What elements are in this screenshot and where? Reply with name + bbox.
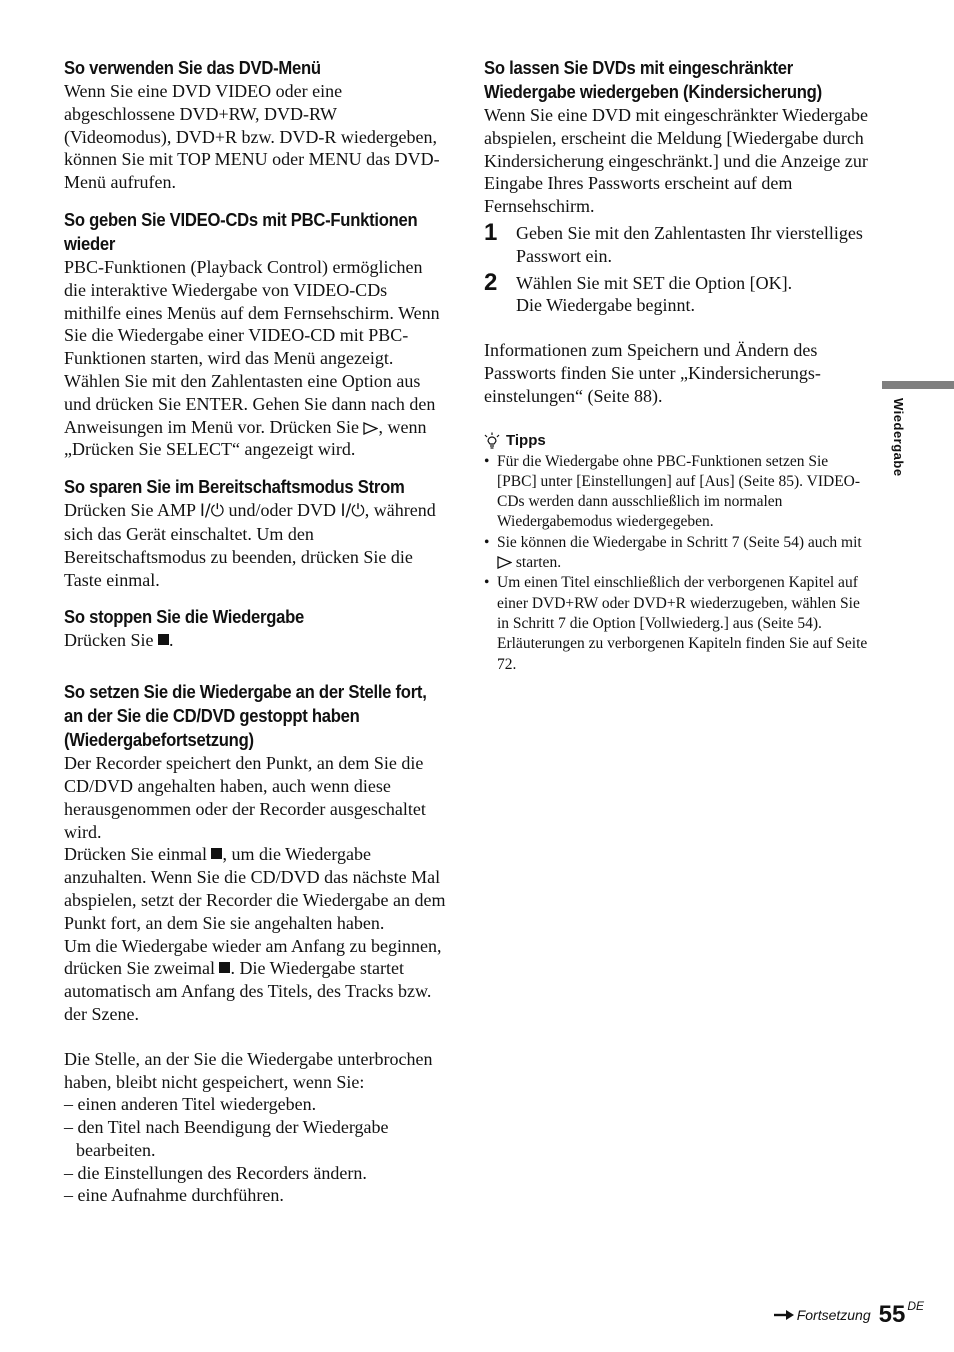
section-pbc: [64, 208, 448, 461]
side-tab-label: Wiedergabe: [891, 398, 906, 477]
page-footer: [773, 1299, 924, 1329]
tip-item: • Um einen Titel einschließlich der verborgenen Kapitel auf einer DVD+RW oder DVD+R wiederzugeben, wählen Sie in Schritt 7 die Option [Vollwiederg.] aus (Seite 54). Erläuterungen zu verborgenen Kapiteln finden Sie auf Seite 72.: [484, 573, 870, 674]
section-resume: [64, 680, 448, 1207]
text-standby: Drücken Sie AMP I/⏻ und/oder DVD I/⏻, während sich das Gerät einschaltet. Um den Bereitschaftsmodus zu beenden, drücken Sie die Taste einmal.: [64, 500, 436, 590]
section-dvd-menu: [64, 56, 448, 194]
text-dvd-menu: Wenn Sie eine DVD VIDEO oder eine abgeschlossene DVD+RW, DVD-RW (Videomodus), DVD+R bzw. DVD-R wiedergeben, können Sie mit TOP MENU oder MENU das DVD-Menü aufrufen.: [64, 81, 440, 193]
list-item: – den Titel nach Beendigung der Wiedergabe bearbeiten.: [64, 1117, 389, 1160]
conditions-list: [64, 1093, 448, 1207]
list-item: – die Einstellungen des Recorders ändern.: [64, 1162, 367, 1183]
text-stop: Drücken Sie .: [64, 630, 174, 651]
tip-item: • Sie können die Wiedergabe in Schritt 7 (Seite 54) auch mit starten.: [484, 533, 870, 574]
step-text: Wählen Sie mit SET die Option [OK].: [516, 272, 793, 293]
stop-icon: [211, 848, 222, 859]
heading-standby: So sparen Sie im Bereitschaftsmodus Strom: [64, 476, 405, 498]
section-stop: [64, 605, 448, 652]
lightbulb-icon: [484, 432, 500, 450]
step-2: [484, 268, 870, 318]
list-item: – einen anderen Titel wiedergeben.: [64, 1094, 317, 1115]
heading-parental: So lassen Sie DVDs mit eingeschränkter Wiedergabe wiedergeben (Kindersicherung): [484, 57, 822, 102]
heading-dvd-menu: So verwenden Sie das DVD-Menü: [64, 57, 321, 78]
step-text: Geben Sie mit den Zahlentasten Ihr vierstelliges Passwort ein.: [516, 222, 863, 266]
tips-header: [484, 432, 870, 450]
text-resume-4: Die Stelle, an der Sie die Wiedergabe unterbrochen haben, bleibt nicht gespeichert, wenn Sie:: [64, 1048, 433, 1092]
step-1: [484, 218, 870, 268]
step-number: 2: [484, 268, 498, 296]
tips-list: [484, 452, 870, 675]
tip-item: • Für die Wiedergabe ohne PBC-Funktionen setzen Sie [PBC] unter [Einstellungen] auf [Aus] (Seite 85). VIDEO-CDs werden dann ausschließlich im normalen Wiedergabemodus wiedergegeben.: [484, 452, 870, 533]
left-column: [64, 56, 448, 1207]
text-resume-1: Der Recorder speichert den Punkt, an dem Sie die CD/DVD angehalten haben, auch wenn diese herausgenommen oder der Recorder ausgeschaltet wird.: [64, 753, 426, 842]
heading-pbc: So geben Sie VIDEO-CDs mit PBC-Funktionen wieder: [64, 208, 418, 254]
text-password-info: Informationen zum Speichern und Ändern des Passworts finden Sie unter „Kindersicherungs-einstelungen“ (Seite 88).: [484, 340, 821, 406]
list-item: – eine Aufnahme durchführen.: [64, 1185, 284, 1206]
text-pbc-2: Wählen Sie mit den Zahlentasten eine Option aus und drücken Sie ENTER. Gehen Sie dann nach den Anweisungen im Menü vor. Drücken Sie , wenn „Drücken Sie SELECT“ angezeigt wird.: [64, 370, 436, 460]
heading-stop: So stoppen Sie die Wiedergabe: [64, 606, 304, 628]
tips-title: Tipps: [506, 432, 546, 450]
step-subtext: Die Wiedergabe beginnt.: [516, 295, 696, 316]
text-pbc-1: PBC-Funktionen (Playback Control) ermöglichen die interaktive Wiedergabe von VIDEO-CDs mithilfe eines Menüs auf dem Fernsehschirm. Wenn Sie die Wiedergabe einer VIDEO-CD mit PBC-Funktionen starten, wird das Menü angezeigt.: [64, 256, 440, 369]
power-icon: I/⏻: [199, 501, 225, 522]
side-tab-bar: [882, 381, 954, 389]
power-icon: I/⏻: [340, 501, 365, 522]
page-language: DE: [907, 1299, 924, 1313]
step-number: 1: [484, 218, 498, 246]
stop-icon: [219, 962, 230, 973]
heading-resume: So setzen Sie die Wiedergabe an der Stelle fort, an der Sie die CD/DVD gestoppt haben (Wiedergabefortsetzung): [64, 681, 427, 751]
continued-note: Fortsetzung: [773, 1307, 871, 1323]
right-column: [484, 56, 870, 675]
text-resume-3: Um die Wiedergabe wieder am Anfang zu beginnen, drücken Sie zweimal . Die Wiedergabe startet automatisch am Anfang des Titels, des Tracks bzw. der Szene.: [64, 935, 442, 1024]
text-resume-2: Drücken Sie einmal , um die Wiedergabe anzuhalten. Wenn Sie die CD/DVD das nächste Mal abspielen, setzt der Recorder die Wiedergabe an dem Punkt fort, an dem Sie sie angehalten haben.: [64, 844, 446, 933]
arrow-right-icon: [773, 1309, 795, 1321]
stop-icon: [158, 634, 169, 645]
section-standby: [64, 475, 448, 591]
text-parental-intro: Wenn Sie eine DVD mit eingeschränkter Wiedergabe abspielen, erscheint die Meldung [Wiedergabe durch Kindersicherung eingeschränkt.] und die Anzeige zur Eingabe Ihres Passworts erscheint auf dem Fernsehschirm.: [484, 105, 869, 217]
page-number: 55: [878, 1301, 906, 1328]
